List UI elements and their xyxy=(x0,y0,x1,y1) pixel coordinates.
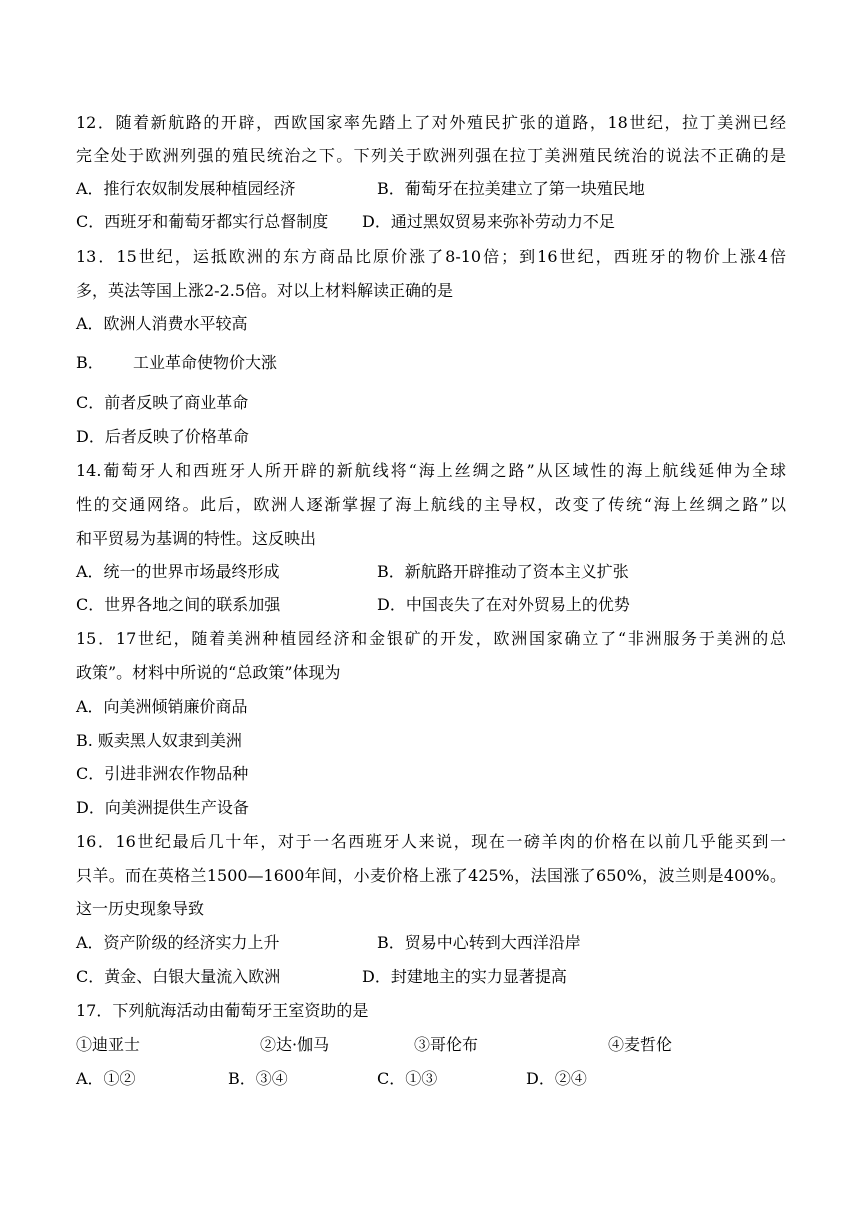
q17-option-d: D．②④ xyxy=(526,1069,587,1088)
q15-option-d: D．向美洲提供生产设备 xyxy=(76,798,249,817)
q13-stem-line-1: 13．15世纪，运抵欧洲的东方商品比原价涨了8-10倍；到16世纪，西班牙的物价上涨4倍 xyxy=(76,247,786,266)
q12-option-b: B．葡萄牙在拉美建立了第一块殖民地 xyxy=(377,179,645,198)
q14-stem-line-2: 性的交通网络。此后，欧洲人逐渐掌握了海上航线的主导权，改变了传统“海上丝绸之路”以 xyxy=(76,495,786,514)
q14-option-b: B．新航路开辟推动了资本主义扩张 xyxy=(377,562,629,581)
q16-option-a: A．资产阶级的经济实力上升 xyxy=(76,933,280,952)
q15-stem-line-2: 政策”。材料中所说的“总政策”体现为 xyxy=(76,663,341,682)
q14-stem-line-1: 14.葡萄牙人和西班牙人所开辟的新航线将“海上丝绸之路”从区域性的海上航线延伸为全球 xyxy=(76,461,786,480)
q16-stem-line-3: 这一历史现象导致 xyxy=(76,899,205,918)
q16-stem-line-1: 16．16世纪最后几十年，对于一名西班牙人来说，现在一磅羊肉的价格在以前几乎能买到一 xyxy=(76,832,786,851)
q17-item-1: ①迪亚士 xyxy=(76,1035,141,1054)
q15-option-a: A．向美洲倾销廉价商品 xyxy=(76,697,248,716)
q13-option-d: D．后者反映了价格革命 xyxy=(76,427,249,446)
q17-item-3: ③哥伦布 xyxy=(414,1035,479,1054)
q12-option-a: A．推行农奴制发展种植园经济 xyxy=(76,179,296,198)
q16-option-c: C．黄金、白银大量流入欧洲 xyxy=(76,967,281,986)
q12-stem-line-1: 12．随着新航路的开辟，西欧国家率先踏上了对外殖民扩张的道路，18世纪，拉丁美洲已经 xyxy=(76,113,786,132)
q12-option-d: D．通过黑奴贸易来弥补劳动力不足 xyxy=(362,212,615,231)
q13-option-b-letter: B． xyxy=(76,353,104,372)
q13-option-c: C．前者反映了商业革命 xyxy=(76,393,249,412)
q16-stem-line-2: 只羊。而在英格兰1500—1600年间，小麦价格上涨了425%，法国涨了650%，波兰则是400%。 xyxy=(76,866,786,885)
q13-option-b-text: 工业革命使物价大涨 xyxy=(133,353,278,372)
q14-option-a: A．统一的世界市场最终形成 xyxy=(76,562,280,581)
q15-stem-line-1: 15．17世纪，随着美洲种植园经济和金银矿的开发，欧洲国家确立了“非洲服务于美洲的总 xyxy=(76,629,786,648)
q12-option-c: C．西班牙和葡萄牙都实行总督制度 xyxy=(76,212,329,231)
q15-option-b: B. 贩卖黑人奴隶到美洲 xyxy=(76,731,242,750)
q17-option-a: A．①② xyxy=(76,1069,136,1088)
q13-option-a: A．欧洲人消费水平较高 xyxy=(76,314,248,333)
q14-option-d: D．中国丧失了在对外贸易上的优势 xyxy=(377,595,630,614)
q17-stem: 17．下列航海活动由葡萄牙王室资助的是 xyxy=(76,1001,369,1020)
q13-stem-line-2: 多，英法等国上涨2-2.5倍。对以上材料解读正确的是 xyxy=(76,281,454,300)
q15-option-c: C．引进非洲农作物品种 xyxy=(76,764,249,783)
q17-option-b: B．③④ xyxy=(228,1069,288,1088)
q14-stem-line-3: 和平贸易为基调的特性。这反映出 xyxy=(76,529,317,548)
q12-stem-line-2: 完全处于欧洲列强的殖民统治之下。下列关于欧洲列强在拉丁美洲殖民统治的说法不正确的是 xyxy=(76,146,786,165)
q14-option-c: C．世界各地之间的联系加强 xyxy=(76,595,281,614)
q17-option-c: C．①③ xyxy=(377,1069,438,1088)
q16-option-d: D．封建地主的实力显著提高 xyxy=(362,967,567,986)
q16-option-b: B．贸易中心转到大西洋沿岸 xyxy=(377,933,581,952)
q17-item-2: ②达·伽马 xyxy=(260,1035,330,1054)
q17-item-4: ④麦哲伦 xyxy=(608,1035,673,1054)
